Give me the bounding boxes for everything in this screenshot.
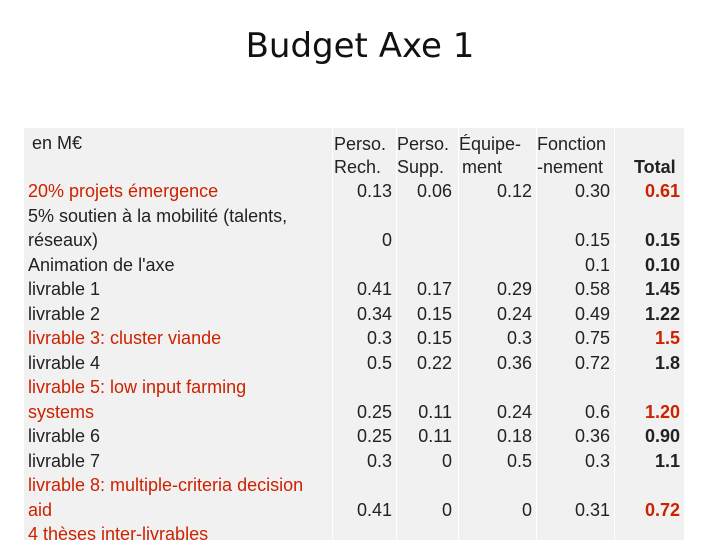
- row-value-c1: 0.41: [356, 499, 392, 520]
- row-value-c1: 0: [381, 230, 392, 250]
- row-value-c4: 0.49: [574, 303, 610, 324]
- row-value-c1: 0.41: [356, 279, 392, 299]
- row-total: 1.22: [644, 303, 680, 324]
- row-label: livrable 2: [28, 303, 101, 324]
- row-value-c3: 0.24: [496, 401, 532, 422]
- row-label: livrable 1: [28, 279, 101, 299]
- row-value-c3: 0.3: [506, 328, 532, 348]
- column-divider: [458, 128, 459, 540]
- row-total: 0.15: [644, 230, 680, 250]
- row-value-c2: 0: [441, 499, 452, 520]
- row-value-c4: 0.6: [584, 401, 610, 422]
- row-value-c4: 0.58: [574, 279, 610, 299]
- row-value-c2: 0.15: [416, 303, 452, 324]
- row-label: 20% projets émergence: [28, 181, 219, 201]
- row-total: 0.10: [644, 254, 680, 275]
- row-value-c3: 0: [521, 499, 532, 520]
- row-value-c2: 0.22: [416, 352, 452, 373]
- row-label: livrable 3: cluster viande: [28, 328, 222, 348]
- row-label: Animation de l'axe: [28, 254, 175, 275]
- row-label: livrable 4: [28, 352, 101, 373]
- row-total: 1.45: [644, 279, 680, 299]
- header-fonctionnement-line2: -nement: [537, 157, 604, 177]
- row-total: 0.90: [644, 426, 680, 446]
- row-label: livrable 8: multiple-criteria decision: [28, 475, 304, 495]
- row-total: 0.61: [644, 181, 680, 201]
- row-value-c4: 0.72: [574, 352, 610, 373]
- header-equipement-line1: Équipe-: [459, 134, 522, 154]
- row-value-c2: 0.06: [416, 181, 452, 201]
- row-label: livrable 7: [28, 450, 101, 471]
- row-value-c4: 0.1: [584, 254, 610, 275]
- row-value-c3: 0.12: [496, 181, 532, 201]
- row-total: 1.20: [644, 401, 680, 422]
- row-value-c3: 0.29: [496, 279, 532, 299]
- header-perso-rech-line1: Perso.: [334, 134, 387, 154]
- row-label: 5% soutien à la mobilité (talents,: [28, 205, 288, 226]
- row-label: 4 thèses inter-livrables: [28, 524, 209, 544]
- row-value-c2: 0.15: [416, 328, 452, 348]
- header-equipement-line2: ment: [462, 157, 503, 177]
- row-value-c1: 0.3: [366, 450, 392, 471]
- row-label: aid: [28, 499, 53, 520]
- page-title: Budget Axe 1: [245, 26, 475, 66]
- row-value-c4: 0.36: [574, 426, 610, 446]
- header-total: Total: [634, 157, 676, 177]
- row-value-c1: 0.3: [366, 328, 392, 348]
- row-total: 1.1: [654, 450, 680, 471]
- row-value-c2: 0.11: [418, 401, 452, 422]
- row-total: 1.8: [654, 352, 680, 373]
- budget-table: [24, 128, 684, 544]
- row-value-c1: 0.13: [356, 181, 392, 201]
- row-value-c1: 0.25: [356, 426, 392, 446]
- row-value-c4: 0.15: [574, 230, 610, 250]
- row-value-c4: 0.30: [574, 181, 610, 201]
- row-value-c1: 0.34: [356, 303, 392, 324]
- row-value-c4: 0.31: [574, 499, 610, 520]
- row-total: 0.72: [644, 499, 680, 520]
- row-label: livrable 6: [28, 426, 101, 446]
- unit-label: en M€: [32, 133, 83, 153]
- row-value-c3: 0.18: [496, 426, 532, 446]
- header-fonctionnement-line1: Fonction: [537, 134, 607, 154]
- row-total: 1.5: [654, 328, 680, 348]
- header-perso-rech-line2: Rech.: [334, 157, 382, 177]
- column-divider: [536, 128, 537, 540]
- row-value-c4: 0.3: [584, 450, 610, 471]
- row-value-c3: 0.5: [506, 450, 532, 471]
- row-label: livrable 5: low input farming: [28, 377, 247, 397]
- row-value-c2: 0: [441, 450, 452, 471]
- row-label: systems: [28, 401, 95, 422]
- row-value-c2: 0.11: [418, 426, 452, 446]
- row-value-c3: 0.36: [496, 352, 532, 373]
- row-value-c3: 0.24: [496, 303, 532, 324]
- header-perso-supp-line2: Supp.: [397, 157, 445, 177]
- row-label: réseaux): [28, 230, 99, 250]
- row-value-c1: 0.5: [366, 352, 392, 373]
- header-perso-supp-line1: Perso.: [397, 134, 450, 154]
- row-value-c4: 0.75: [574, 328, 610, 348]
- row-value-c1: 0.25: [356, 401, 392, 422]
- row-value-c2: 0.17: [416, 279, 452, 299]
